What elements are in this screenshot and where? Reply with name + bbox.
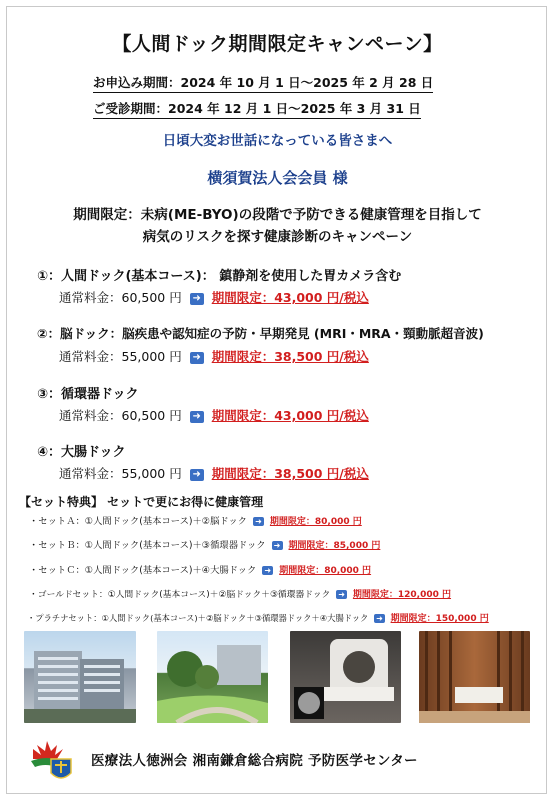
item-2-regular-price: 通常料金：55,000 円 bbox=[59, 349, 182, 364]
set-platinum-promo: 期間限定：150,000 円 bbox=[390, 614, 489, 624]
right-arrow-icon: ➜ bbox=[190, 469, 204, 481]
set-gold-promo: 期間限定：120,000 円 bbox=[352, 590, 452, 600]
right-arrow-icon: ➜ bbox=[262, 566, 273, 575]
application-period: お申込み期間：2024 年 10 月 1 日～2025 年 2 月 28 日 bbox=[93, 73, 433, 93]
page-title: 【人間ドック期間限定キャンペーン】 bbox=[112, 33, 443, 55]
item-1-promo-price: 期間限定：43,000 円/税込 bbox=[211, 290, 369, 305]
set-gold bbox=[29, 587, 451, 600]
right-arrow-icon: ➜ bbox=[190, 352, 204, 364]
lead-line-1: 期間限定：未病(ME-BYO)の段階で予防できる健康管理を目指して bbox=[73, 207, 482, 223]
item-2-title: ②：脳ドック：脳疾患や認知症の予防・早期発見 (MRI・MRA・頸動脈超音波) bbox=[37, 326, 484, 341]
item-3-title: ③：循環器ドック bbox=[37, 387, 139, 402]
item-4-price-row bbox=[59, 464, 369, 482]
garden-illustration bbox=[157, 631, 268, 723]
item-1-price-row bbox=[59, 288, 369, 306]
item-1-regular-price: 通常料金：60,500 円 bbox=[59, 290, 182, 305]
hospital-garden-photo bbox=[157, 631, 268, 723]
hospital-building-photo bbox=[24, 631, 136, 723]
item-2-price-row bbox=[59, 347, 369, 365]
set-platinum bbox=[27, 611, 489, 624]
item-2-promo-price: 期間限定：38,500 円/税込 bbox=[211, 349, 369, 364]
lead-line-2: 病気のリスクを探す健康診断のキャンペーン bbox=[142, 229, 413, 245]
lounge-photo bbox=[419, 631, 530, 723]
set-c bbox=[29, 562, 371, 576]
item-3-regular-price: 通常料金：60,500 円 bbox=[59, 408, 182, 423]
flyer-page bbox=[6, 6, 547, 794]
mri-room-photo bbox=[290, 631, 401, 723]
building-illustration bbox=[24, 631, 136, 723]
set-c-promo: 期間限定：80,000 円 bbox=[279, 566, 372, 576]
right-arrow-icon: ➜ bbox=[253, 517, 264, 526]
footer-organization: 医療法人徳洲会 湘南鎌倉総合病院 予防医学センター bbox=[91, 753, 418, 769]
item-4-promo-price: 期間限定：38,500 円/税込 bbox=[211, 466, 369, 481]
set-b bbox=[29, 537, 380, 551]
right-arrow-icon: ➜ bbox=[336, 590, 347, 599]
set-a-label: ・セットＡ：①人間ドック(基本コース)＋②脳ドック bbox=[29, 516, 247, 527]
right-arrow-icon: ➜ bbox=[190, 411, 204, 423]
set-heading: 【セット特典】 セットで更にお得に健康管理 bbox=[19, 495, 264, 509]
set-a bbox=[29, 513, 362, 527]
item-3-price-row bbox=[59, 406, 369, 424]
item-4-title: ④：大腸ドック bbox=[37, 445, 126, 460]
item-1-title: ①：人間ドック(基本コース)： 鎮静剤を使用した胃カメラ含む bbox=[37, 269, 402, 284]
item-4-regular-price: 通常料金：55,000 円 bbox=[59, 466, 182, 481]
set-platinum-label: ・プラチナセット：①人間ドック(基本コース)＋②脳ドック＋③循環器ドック＋④大腸ドック bbox=[27, 613, 369, 623]
right-arrow-icon: ➜ bbox=[374, 614, 385, 623]
set-gold-label: ・ゴールドセット：①人間ドック(基本コース)＋②脳ドック＋③循環器ドック bbox=[29, 590, 331, 600]
lounge-illustration bbox=[419, 631, 530, 723]
item-3-promo-price: 期間限定：43,000 円/税込 bbox=[211, 408, 369, 423]
hospital-logo-icon bbox=[27, 739, 79, 783]
right-arrow-icon: ➜ bbox=[272, 541, 283, 550]
exam-period: ご受診期間：2024 年 12 月 1 日～2025 年 3 月 31 日 bbox=[93, 99, 421, 119]
set-b-promo: 期間限定：85,000 円 bbox=[288, 541, 381, 551]
mri-illustration bbox=[290, 631, 401, 723]
right-arrow-icon: ➜ bbox=[190, 293, 204, 305]
set-c-label: ・セットＣ：①人間ドック(基本コース)＋④大腸ドック bbox=[29, 565, 257, 576]
addressee: 横須賀法人会会員 様 bbox=[207, 169, 348, 187]
set-a-promo: 期間限定：80,000 円 bbox=[269, 517, 362, 527]
greeting: 日頃大変お世話になっている皆さまへ bbox=[162, 133, 393, 149]
set-b-label: ・セットＢ：①人間ドック(基本コース)＋③循環器ドック bbox=[29, 540, 266, 551]
